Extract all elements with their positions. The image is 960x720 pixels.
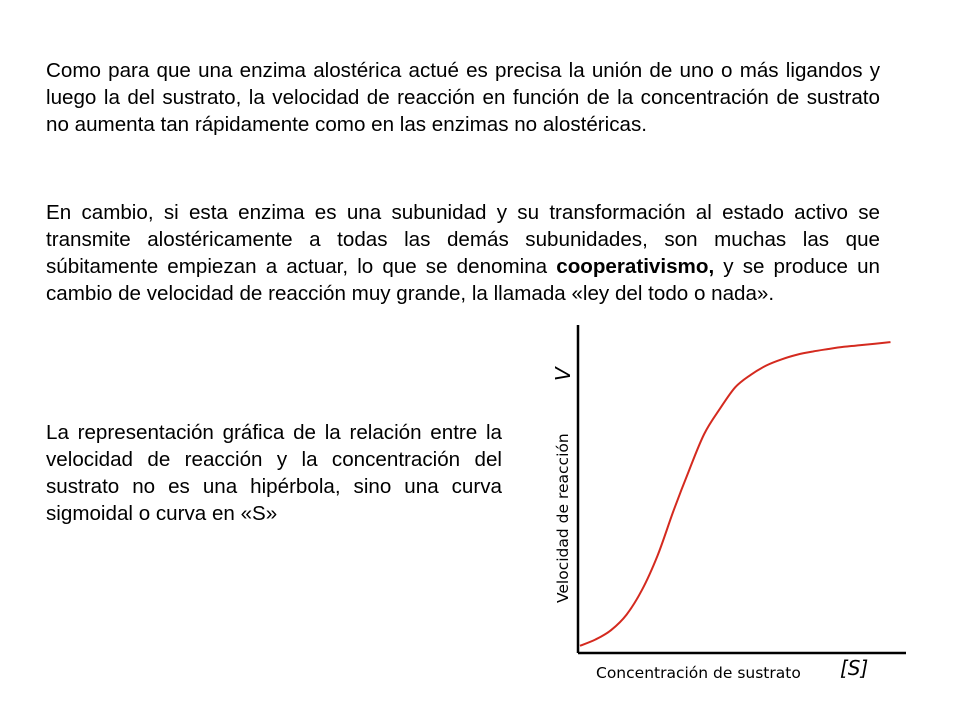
- paragraph-allosteric-intro: Como para que una enzima alostérica actué es precisa la unión de uno o más ligandos y luego la del sustrato, la velocidad de reacción en función de la concentración de sustrato no aumenta tan rápidamente como en las enzimas no alostéricas.: [46, 59, 880, 136]
- paragraph-sigmoid-description: La representación gráfica de la relación entre la velocidad de reacción y la concentración del sustrato no es una hipérbola, sino una curva sigmoidal o curva en «S»: [46, 421, 502, 525]
- x-axis-symbol: [S]: [840, 656, 869, 680]
- sigmoid-chart: [540, 325, 920, 695]
- y-axis-symbol: V: [551, 367, 575, 381]
- paragraph-cooperativism-text-after: y se produce un cambio de velocidad de reacción muy grande, la llamada «ley del todo o nada».: [46, 255, 880, 305]
- y-axis-label: Velocidad de reacción: [554, 433, 572, 603]
- paragraph-cooperativism: [46, 199, 880, 307]
- x-axis-label: Concentración de sustrato: [596, 664, 801, 682]
- sigmoid-curve: [580, 342, 891, 646]
- term-cooperativism: cooperativismo,: [556, 255, 715, 278]
- paragraph-cooperativism-text-before: En cambio, si esta enzima es una subunidad y su transformación al estado activo se transmite alostéricamente a todas las demás subunidades, son muchas las que súbitamente empiezan a actuar, lo que se denomina: [46, 201, 880, 278]
